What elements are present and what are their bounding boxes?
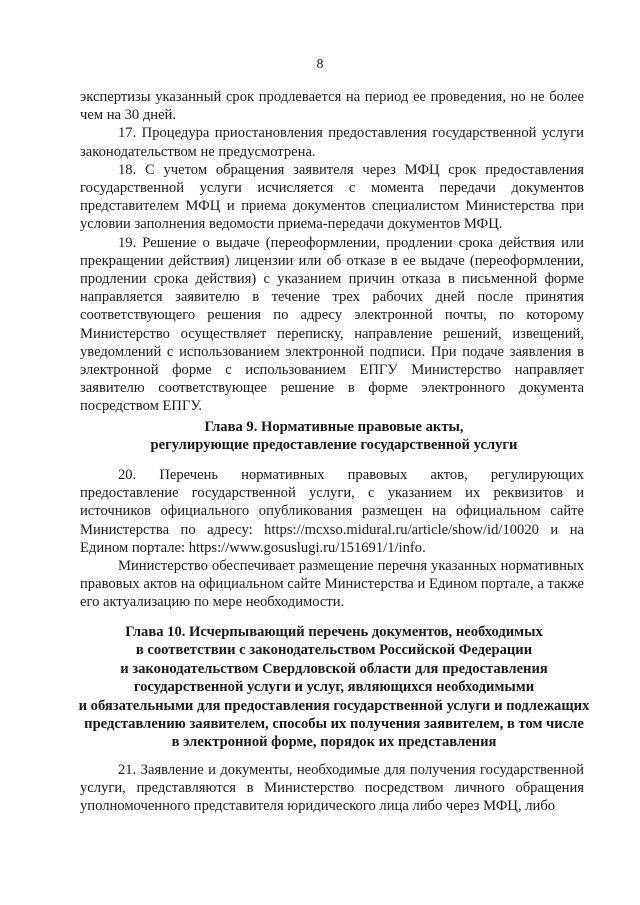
paragraph-18: 18. С учетом обращения заявителя через МФЦ срок предоставления государственной услуги исчисляется с момента передачи документов представителем МФЦ и приема документов специалистом Министерства при условии заполнения ведомости приема-передачи документов МФЦ.	[80, 161, 584, 233]
section-top	[80, 88, 584, 416]
chapter-10-heading-line: Глава 10. Исчерпывающий перечень документов, необходимых	[125, 624, 543, 640]
chapter-10-body	[80, 761, 584, 816]
paragraph-21: 21. Заявление и документы, необходимые для получения государственной услуги, представляются в Министерство посредством личного обращения уполномоченного представителя юридического лица либо через МФЦ, либо	[80, 762, 584, 815]
paragraph-17: 17. Процедура приостановления предоставления государственной услуги законодательством не предусмотрена.	[80, 125, 584, 160]
chapter-10-heading-line: представлению заявителем, способы их получения заявителем, в том числе	[84, 716, 584, 733]
paragraph-19: 19. Решение о выдаче (переоформлении, продлении срока действия или прекращении действия) лицензии или об отказе в ее выдаче (переоформлении, продлении срока действия) с указанием причин отказа в письменной форме направляется заявителю в течение трех рабочих дней после принятия соответствующего решения по адресу электронной почты, по которому Министерство осуществляет переписку, направление решений, извещений, уведомлений с использованием электронной подписи. При подаче заявления в электронной форме с использованием ЕПГУ Министерство направляет заявителю соответствующее решение в форме электронного документа посредством ЕПГУ.	[80, 234, 584, 415]
paragraph-16-continued: экспертизы указанный срок продлевается на период ее проведения, но не более чем на 30 дней.	[80, 89, 584, 124]
paragraph-20: 20. Перечень нормативных правовых актов, регулирующих предоставление государственной услуги, с указанием их реквизитов и источников официального опубликования размещен на официальном сайте Министерства по адресу: https://mcxso.midural.ru/article/show/id/10020 и на Едином портале: https://www.gosuslugi.ru/151691/1/info.	[80, 467, 584, 556]
page-number: 8	[316, 57, 324, 72]
chapter-9-heading	[60, 418, 608, 455]
chapter-10-heading	[60, 623, 608, 752]
chapter-9-heading-line: Глава 9. Нормативные правовые акты,	[204, 419, 464, 435]
chapter-9-body	[80, 466, 584, 612]
chapter-10-heading-line: и обязательными для предоставления государственной услуги и подлежащих	[78, 697, 590, 714]
paragraph-20-continued: Министерство обеспечивает размещение перечня указанных нормативных правовых актов на официальном сайте Министерства и Едином портале, а также его актуализацию по мере необходимости.	[80, 558, 584, 611]
chapter-10-heading-line: государственной услуги и услуг, являющихся необходимыми	[133, 679, 535, 696]
chapter-10-heading-line: и законодательством Свердловской области для предоставления	[120, 660, 548, 677]
chapter-9-heading-line: регулирующие предоставление государственной услуги	[150, 437, 518, 454]
chapter-10-heading-line: в соответствии с законодательством Российской Федерации	[135, 642, 533, 659]
chapter-10-heading-line: в электронной форме, порядок их представления	[171, 734, 497, 751]
